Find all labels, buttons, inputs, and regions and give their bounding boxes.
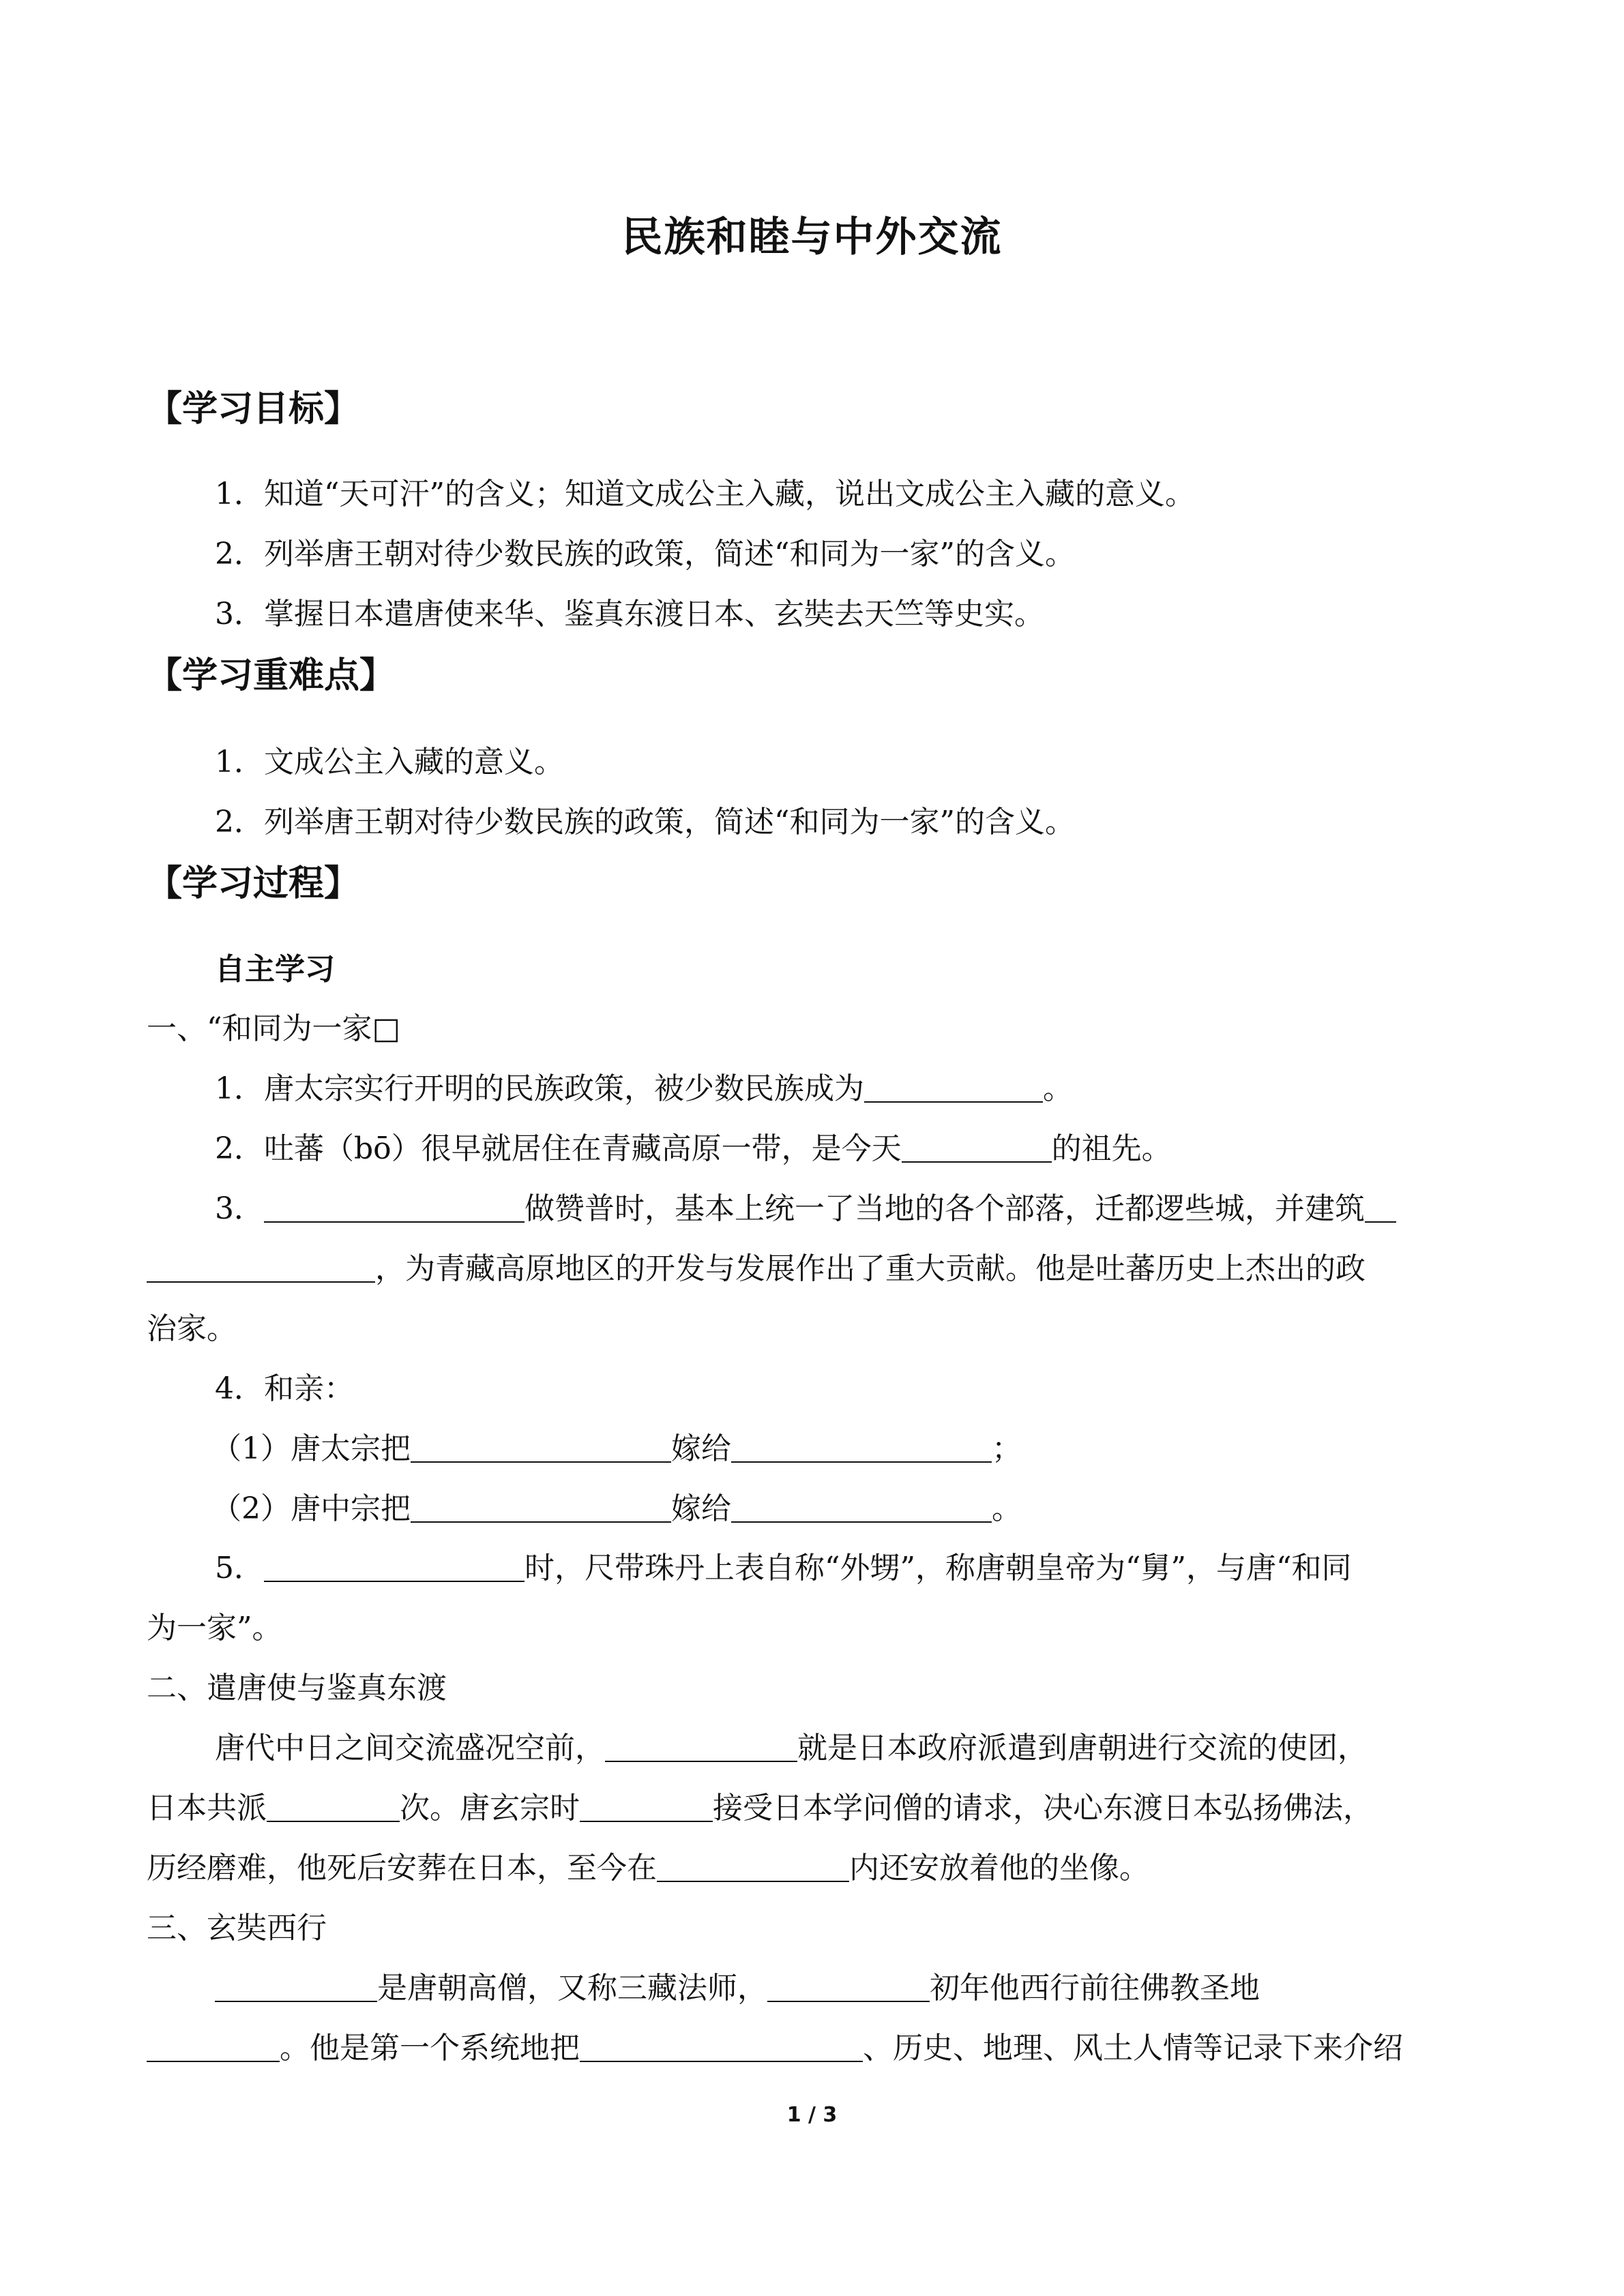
question-3-line-2 <box>147 1249 1511 1289</box>
part2-line-1 <box>215 1728 1579 1769</box>
question-4-1-mid: 嫁给 <box>671 1431 731 1466</box>
question-3-line-3: 治家。 <box>147 1311 237 1346</box>
part3-text-2: 初年他西行前往佛教圣地 <box>930 1971 1260 2006</box>
question-1-text: 1．唐太宗实行开明的民族政策，被少数民族成为 <box>215 1071 864 1106</box>
process-heading: 【学习过程】 <box>147 863 360 904</box>
answer-blank[interactable] <box>731 1489 992 1523</box>
question-1-end: 。 <box>1043 1071 1073 1106</box>
part2-text-4: 次。唐玄宗时 <box>400 1791 580 1825</box>
question-2-end: 的祖先。 <box>1051 1131 1172 1166</box>
question-4-1 <box>211 1429 1576 1470</box>
answer-blank[interactable] <box>1365 1189 1396 1223</box>
question-4-2 <box>211 1489 1576 1530</box>
goal-item-1: 1．知道“天可汗”的含义；知道文成公主入藏，说出文成公主入藏的意义。 <box>215 477 1195 511</box>
part3-heading: 三、玄奘西行 <box>147 1911 327 1945</box>
key-point-item-1: 1．文成公主入藏的意义。 <box>215 745 564 779</box>
key-points-heading: 【学习重难点】 <box>147 655 396 696</box>
part3-text-4: 、历史、地理、风土人情等记录下来介绍 <box>863 2031 1403 2066</box>
question-5-number: 5． <box>215 1551 264 1585</box>
question-4-1-text: （1）唐太宗把 <box>211 1431 411 1466</box>
question-4-2-text: （2）唐中宗把 <box>211 1491 411 1526</box>
question-1 <box>215 1069 1579 1109</box>
part1-heading: 一、“和同为一家□ <box>147 1011 401 1046</box>
part2-line-2 <box>147 1788 1511 1829</box>
part2-line-3 <box>147 1848 1511 1889</box>
answer-blank[interactable] <box>264 1189 525 1223</box>
page-number: 1 / 3 <box>786 2103 838 2127</box>
part3-text-1: 是唐朝高僧，又称三藏法师， <box>377 1971 767 2006</box>
question-3-text-2: ，为青藏高原地区的开发与发展作出了重大贡献。他是吐蕃历史上杰出的政 <box>375 1251 1365 1286</box>
answer-blank[interactable] <box>767 1968 930 2002</box>
key-point-item-2: 2．列举唐王朝对待少数民族的政策，简述“和同为一家”的含义。 <box>215 805 1075 839</box>
question-4-2-mid: 嫁给 <box>671 1491 731 1526</box>
answer-blank[interactable] <box>147 1249 375 1283</box>
page-title: 民族和睦与中外交流 <box>621 213 1003 261</box>
part3-line-2 <box>147 2028 1511 2069</box>
answer-blank[interactable] <box>264 1548 525 1582</box>
part3-line-1 <box>215 1968 1579 2009</box>
question-2-text: 2．吐蕃（bō）很早就居住在青藏高原一带，是今天 <box>215 1131 902 1166</box>
self-study-label: 自主学习 <box>215 952 335 987</box>
answer-blank[interactable] <box>605 1728 797 1762</box>
part2-text-5: 接受日本学问僧的请求，决心东渡日本弘扬佛法， <box>713 1791 1373 1825</box>
part2-text-6: 历经磨难，他死后安葬在日本，至今在 <box>147 1851 657 1885</box>
answer-blank[interactable] <box>864 1069 1043 1103</box>
question-5-text: 时，尺带珠丹上表自称“外甥”，称唐朝皇帝为“舅”，与唐“和同 <box>525 1551 1352 1585</box>
goals-heading: 【学习目标】 <box>147 389 360 430</box>
part2-text-2: 就是日本政府派遣到唐朝进行交流的使团， <box>797 1731 1368 1765</box>
question-4: 4．和亲： <box>215 1371 354 1406</box>
part2-text-1: 唐代中日之间交流盛况空前， <box>215 1731 605 1765</box>
answer-blank[interactable] <box>731 1429 992 1463</box>
answer-blank[interactable] <box>657 1848 849 1882</box>
answer-blank[interactable] <box>267 1788 400 1822</box>
question-2 <box>215 1129 1579 1169</box>
question-4-2-end: 。 <box>992 1491 1022 1526</box>
part2-text-7: 内还安放着他的坐像。 <box>849 1851 1149 1885</box>
question-5-line-2: 为一家”。 <box>147 1611 282 1645</box>
answer-blank[interactable] <box>147 2028 280 2062</box>
answer-blank[interactable] <box>580 2028 863 2062</box>
answer-blank[interactable] <box>411 1429 671 1463</box>
part2-text-3: 日本共派 <box>147 1791 267 1825</box>
answer-blank[interactable] <box>902 1129 1052 1163</box>
question-3 <box>215 1189 1579 1229</box>
question-4-1-end: ； <box>992 1431 1022 1466</box>
part3-text-3: 。他是第一个系统地把 <box>280 2031 580 2066</box>
question-3-text: 做赞普时，基本上统一了当地的各个部落，迁都逻些城，并建筑 <box>525 1191 1365 1226</box>
goal-item-3: 3．掌握日本遣唐使来华、鉴真东渡日本、玄奘去天竺等史实。 <box>215 597 1044 631</box>
answer-blank[interactable] <box>411 1489 671 1523</box>
answer-blank[interactable] <box>215 1968 377 2002</box>
part2-heading: 二、遣唐使与鉴真东渡 <box>147 1671 447 1705</box>
question-5 <box>215 1548 1579 1589</box>
goal-item-2: 2．列举唐王朝对待少数民族的政策，简述“和同为一家”的含义。 <box>215 537 1075 571</box>
question-3-number: 3． <box>215 1191 264 1226</box>
answer-blank[interactable] <box>580 1788 713 1822</box>
